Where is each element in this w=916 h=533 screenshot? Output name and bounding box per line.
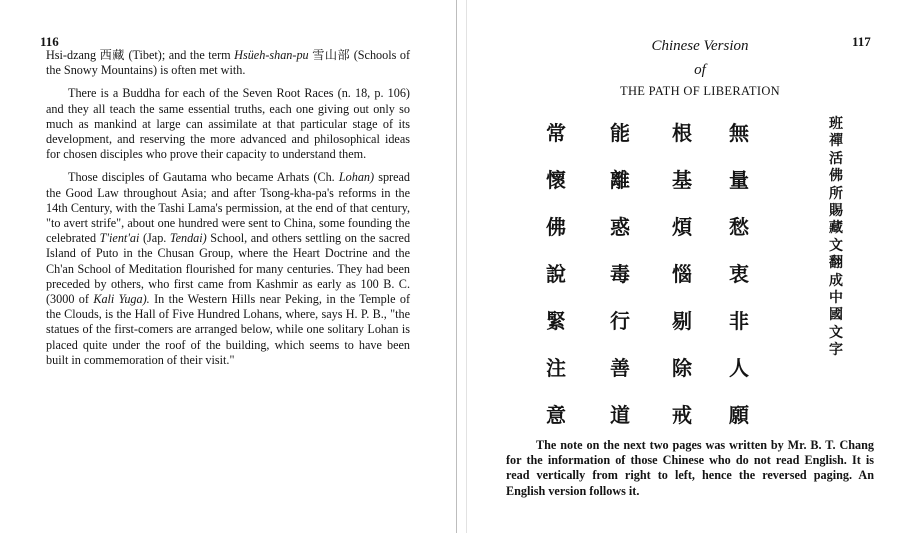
verse-column-4 [724, 110, 754, 439]
gutter-line [456, 0, 457, 533]
attribution-char: 翻 [829, 255, 843, 272]
verse-char: 惱 [672, 262, 692, 286]
page-subtitle: THE PATH OF LIBERATION [620, 84, 780, 98]
verse-char: 離 [610, 168, 630, 192]
p3-kali: Kali Yuga). [93, 292, 150, 307]
attribution-char: 文 [829, 324, 843, 341]
p1-italic: Hsüeh-shan-pu [234, 48, 309, 62]
p1-text: Hsi-dzang 西藏 (Tibet); and the term [46, 48, 231, 62]
p3-lohan: Lohan) [338, 170, 375, 185]
verse-column-3 [667, 110, 697, 439]
attribution-char: 文 [829, 237, 843, 254]
attribution-char: 賜 [829, 202, 843, 219]
verse-char: 懷 [546, 168, 566, 192]
p3-e: In the Western Hills near Peking, in the Temple of the Clouds, is the Hall of Five Hundred Lohans, where, says H. P. B., "the statues of the first-comers are arranged below, while one solitary Lohan is placed quite under the roof of the building, which seems to have been built in commemoration of their visit." [46, 292, 410, 367]
verse-char: 緊 [546, 309, 566, 333]
verse-char: 量 [729, 168, 749, 192]
verse-char: 注 [546, 356, 566, 380]
verse-char: 煩 [672, 215, 692, 239]
left-page-number: 116 [40, 34, 59, 49]
verse-char: 非 [729, 309, 749, 333]
p1-rest: 雪山部 (Schools of the Snowy Mountains) is often met with. [46, 48, 411, 78]
p3-c: (Jap. [142, 231, 167, 246]
verse-char: 毒 [610, 262, 630, 286]
verse-char: 常 [546, 121, 566, 145]
attribution-char: 禪 [829, 133, 843, 150]
verse-char: 意 [546, 403, 566, 427]
paragraph-3 [46, 170, 410, 368]
p3-a: Those disciples of Gautama who became Arhats (Ch. [68, 170, 335, 185]
p3-b: spread the Good Law throughout Asia; and after Tsong-kha-pa's reforms in the 14th Century, with the Tashi Lama's permission, at the end of that century, "to avert strife", about one hundred were sent to China, some founding the celebrated [46, 170, 411, 246]
verse-char: 根 [672, 121, 692, 145]
verse-char: 道 [610, 403, 630, 427]
attribution-char: 藏 [829, 220, 843, 237]
attribution-char: 中 [829, 289, 843, 306]
verse-char: 佛 [546, 215, 566, 239]
verse-char: 剔 [672, 309, 692, 333]
paragraph-2: There is a Buddha for each of the Seven Root Races (n. 18, p. 106) and they all teach the same essential truths, each one giving out only so much as mankind at large can assimilate at that particular stage of its development, and reserving the more advanced and philosophical ideas for chosen disciples who prove their capacity to understand them. [46, 86, 410, 162]
attribution-char: 班 [829, 116, 843, 132]
page-title: Chinese Version [651, 38, 749, 54]
attribution-char: 活 [829, 150, 843, 167]
verse-char: 行 [610, 309, 630, 333]
attribution-char: 字 [829, 342, 843, 359]
verse-char: 無 [729, 121, 749, 145]
verse-char: 衷 [729, 262, 749, 286]
title-of: of [694, 62, 706, 78]
verse-char: 說 [546, 262, 566, 286]
attribution-char: 佛 [829, 168, 843, 185]
verse-char: 人 [729, 356, 749, 380]
verse-char: 能 [610, 121, 630, 145]
gutter-shadow [466, 0, 467, 533]
p3-tientai: T'ient'ai [99, 231, 140, 246]
verse-column-1 [541, 110, 571, 439]
verse-column-2 [605, 110, 635, 439]
p3-d: School, and others settling on the sacred Island of Puto in the Chusan Group, where the Heart Doctrine and the Ch'an School of Meditation flourished for many centuries. They had been preceded by others, who first came from Kashmir as early as 100 B. C. (3000 of [46, 231, 411, 307]
translator-note: The note on the next two pages was written by Mr. B. T. Chang for the information of those Chinese who do not read English. It is read vertically from right to left, hence the reversed paging. An English version follows it. [506, 438, 874, 498]
attribution-char: 成 [829, 272, 843, 289]
verse-char: 基 [672, 168, 692, 192]
paragraph-1 [46, 48, 410, 78]
verse-char: 愁 [729, 215, 749, 239]
attribution-char: 所 [829, 185, 843, 202]
p3-tendai: Tendai) [169, 231, 207, 246]
right-page-number: 117 [852, 34, 871, 49]
verse-char: 除 [672, 356, 692, 380]
verse-char: 惑 [610, 215, 630, 239]
verse-char: 戒 [672, 403, 692, 427]
verse-char: 善 [610, 356, 630, 380]
verse-char: 願 [729, 403, 749, 427]
attribution-column [826, 116, 846, 359]
attribution-char: 國 [829, 307, 843, 324]
left-page-body [46, 48, 410, 376]
